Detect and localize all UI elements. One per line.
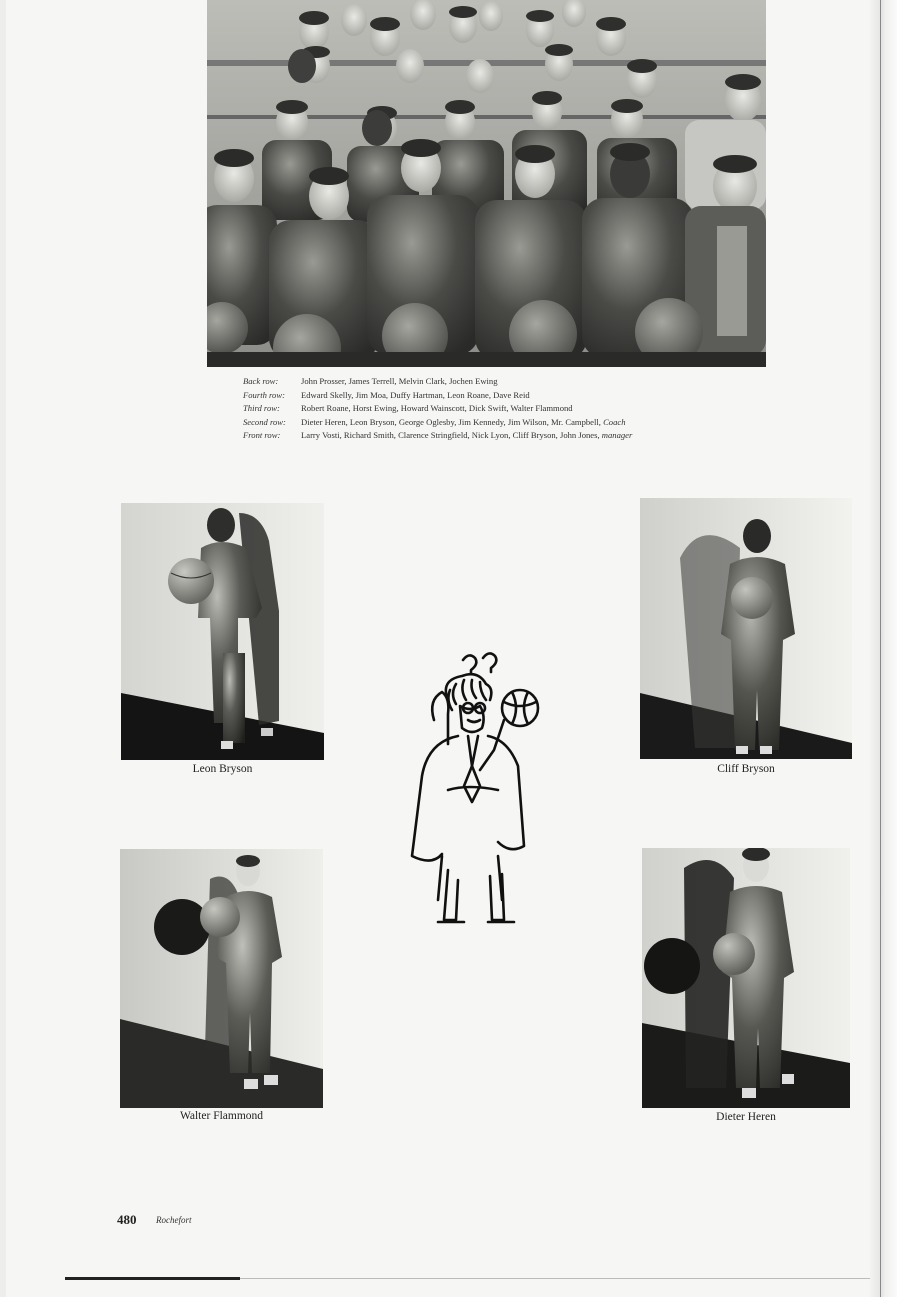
page-left-edge [0,0,6,1297]
bottom-rule-thin [240,1278,870,1279]
bottom-rule [65,1277,240,1280]
caption-row-label: Fourth row: [243,389,285,400]
portrait-walter-flammond [120,849,323,1108]
page-gutter-line [880,0,881,1297]
portrait-caption-leon: Leon Bryson [192,763,253,775]
page-binding-shadow [870,0,897,1297]
caption-second-row [243,416,803,430]
caption-row-names: Edward Skelly, Jim Moa, Duffy Hartman, Leon Roane, Dave Reid [301,389,530,400]
portrait-caption-dieter: Dieter Heren [716,1111,776,1123]
caption-row-label: Back row: [243,376,279,386]
team-photo-image [207,0,766,367]
caption-row-label: Front row: [243,430,281,441]
page-number: 480 [117,1212,137,1227]
caption-row-names: Dieter Heren, Leon Bryson, George Oglesby, Jim Kennedy, Jim Wilson, Mr. Campbell, [301,416,601,427]
portrait-dieter-heren [642,848,850,1108]
portrait-image [121,503,324,760]
caption-front-row [243,429,803,443]
portrait-image [642,848,850,1108]
portrait-caption-walter: Walter Flammond [179,1110,264,1122]
team-caption [243,375,803,443]
portrait-cliff-bryson [640,498,852,759]
caption-third-row [243,402,803,416]
caption-row-label: Second row: [243,416,286,427]
portrait-leon-bryson [121,503,324,760]
caption-back-row [243,375,803,389]
publication-name: Rochefort [156,1215,192,1225]
caption-row-names: Larry Vosti, Richard Smith, Clarence Stringfield, Nick Lyon, Cliff Bryson, John Jones, [301,430,600,441]
portrait-image [120,849,323,1108]
caption-role: Coach [603,416,626,427]
portrait-caption-cliff: Cliff Bryson [717,763,775,775]
cartoon-player-illustration [408,650,548,932]
caption-row-label: Third row: [243,403,280,414]
caption-role: manager [601,430,633,441]
caption-row-names: John Prosser, James Terrell, Melvin Clark, Jochen Ewing [301,376,498,386]
portrait-image [640,498,852,759]
caption-fourth-row [243,389,803,403]
caption-row-names: Robert Roane, Horst Ewing, Howard Wainscott, Dick Swift, Walter Flammond [301,403,573,414]
team-photo [207,0,766,367]
